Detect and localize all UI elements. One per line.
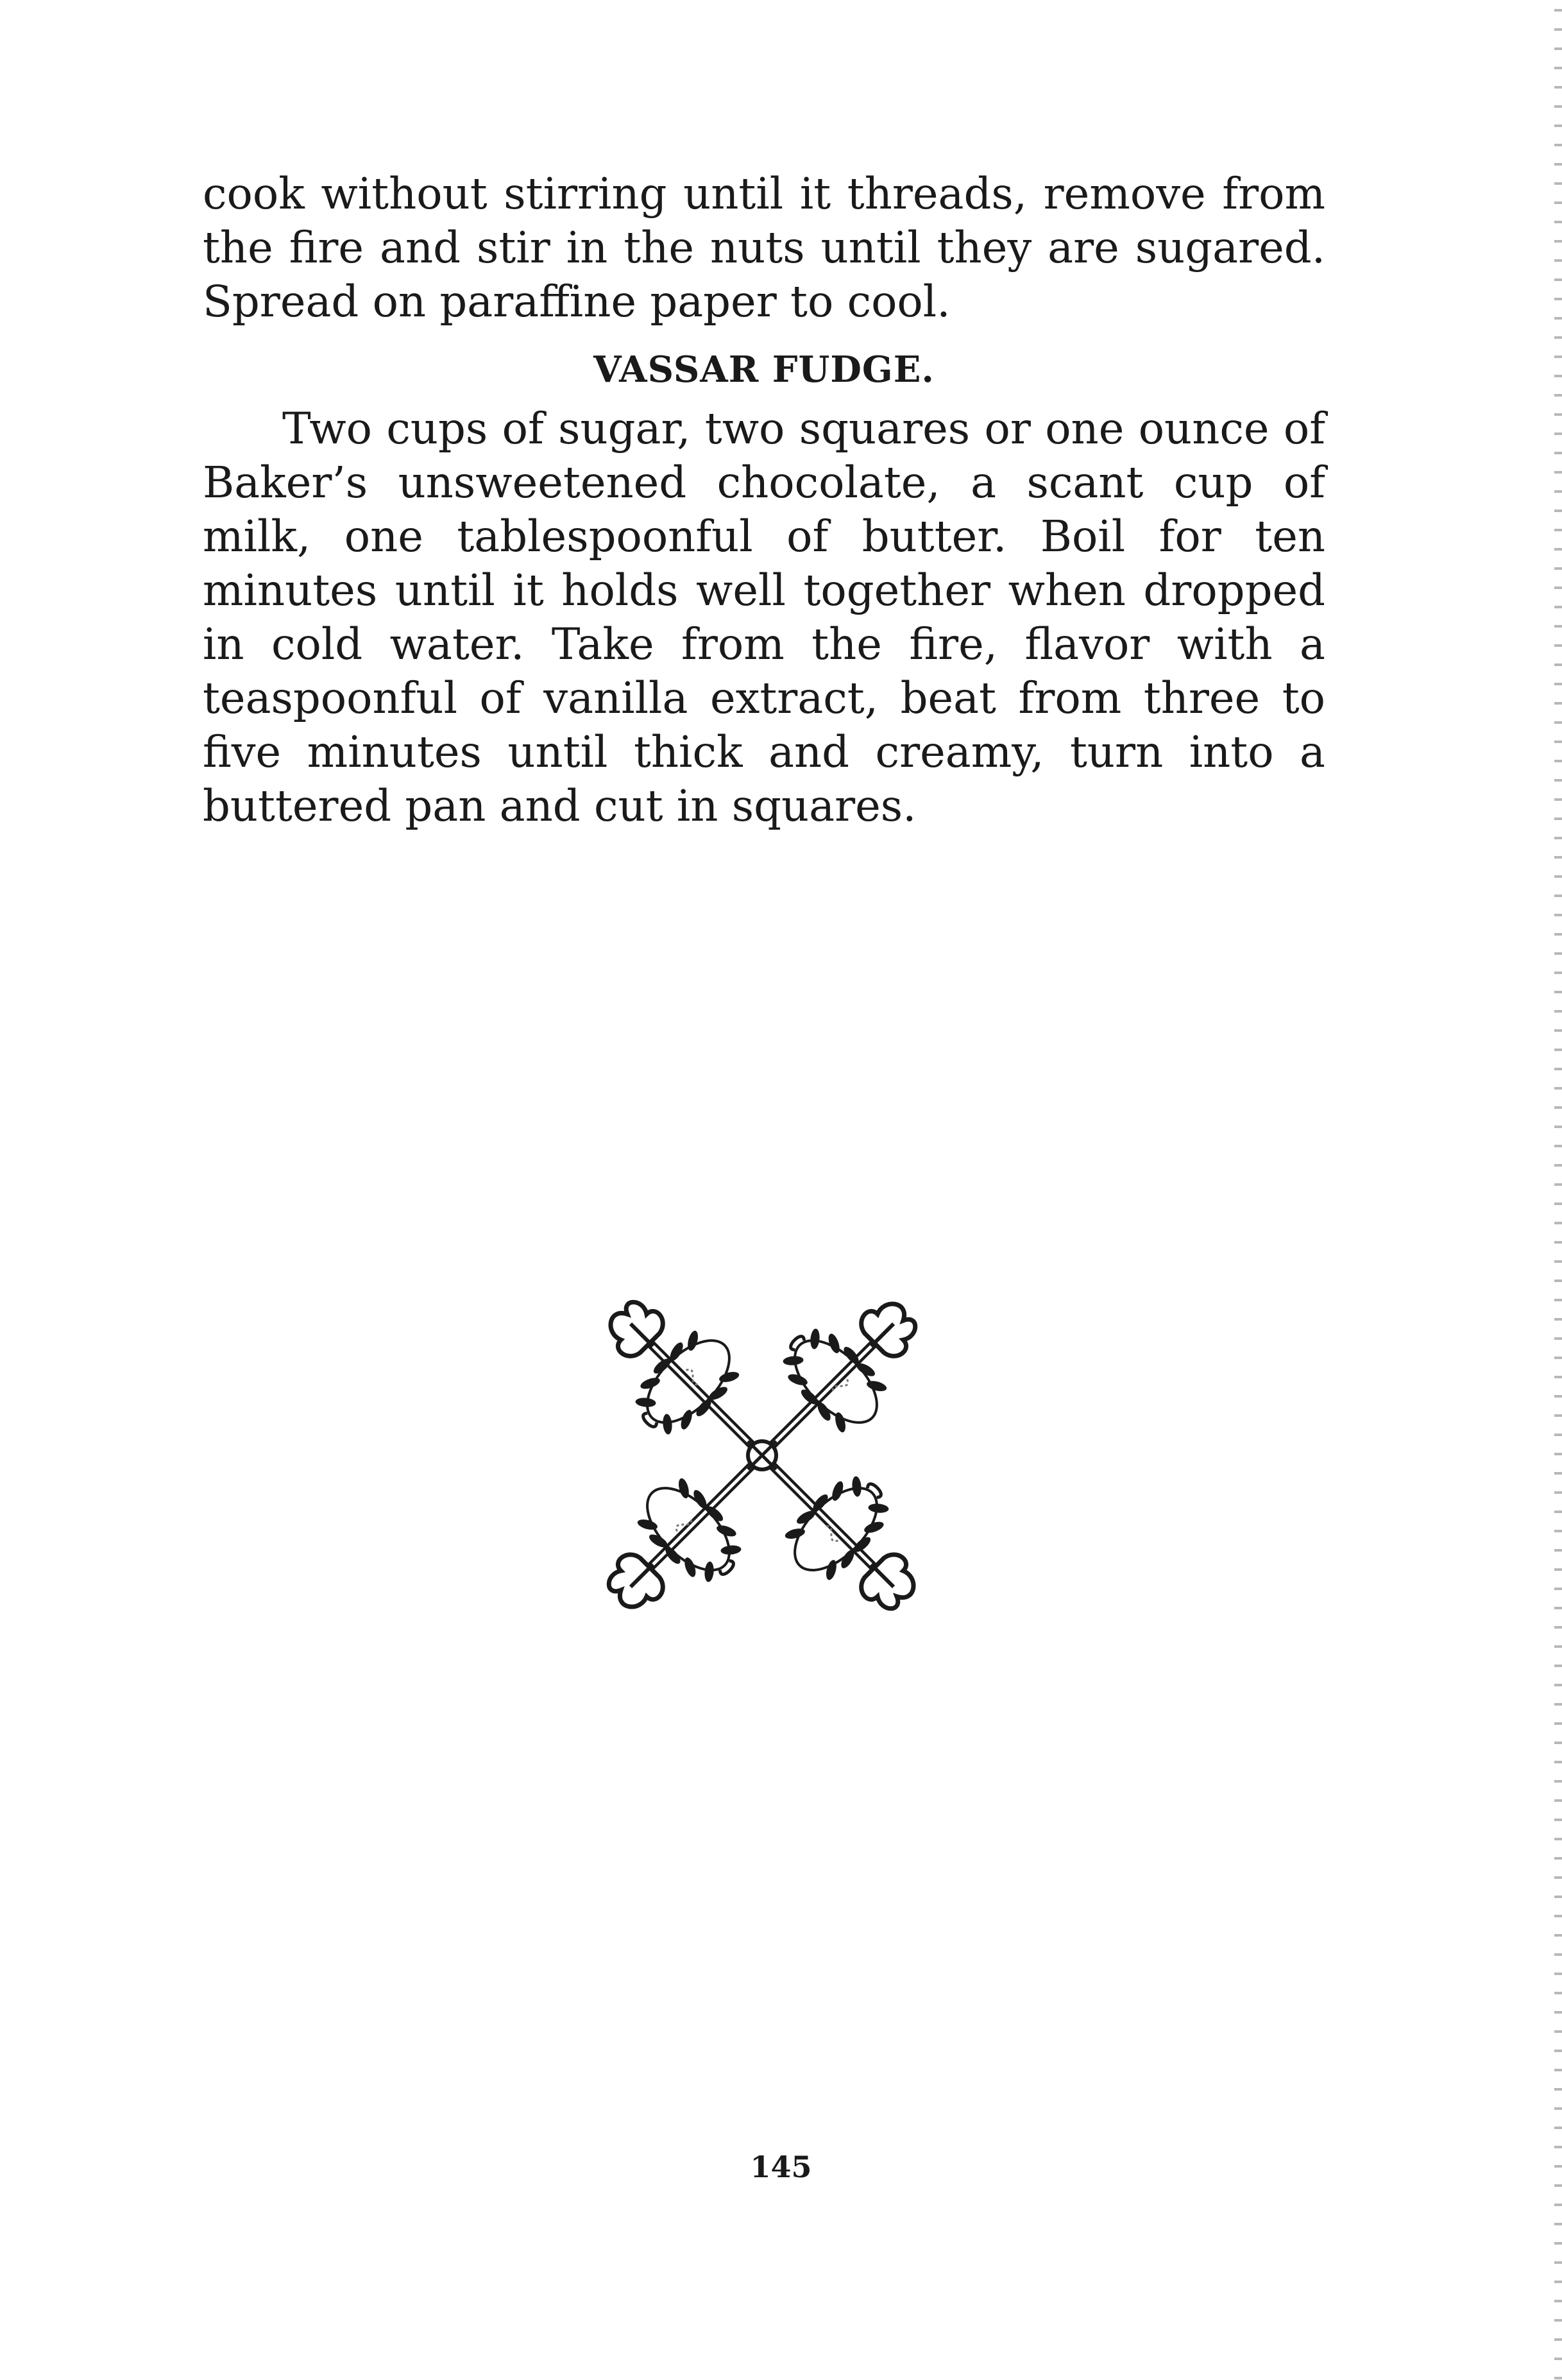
floral-ornament-icon (602, 1295, 922, 1616)
text-block (203, 167, 1325, 833)
page-number: 145 (750, 2150, 812, 2184)
page-edge-shadow (1554, 0, 1562, 2380)
paragraph-continuation: cook without stirring until it threads, remove from the fire and stir in the nuts until they are sugared. Spread on paraffine paper to cool. (203, 169, 1325, 327)
recipe-title: VASSAR FUDGE. (593, 348, 935, 391)
recipe-body: Two cups of sugar, two squares or one ounce of Baker’s unsweetened chocolate, a scant cup of milk, one tablespoonful of butter. Boil for ten minutes until it holds well together when dropped in cold water. Take from the fire, flavor with a teaspoonful of vanilla extract, beat from three to five minutes until thick and creamy, turn into a buttered pan and cut in squares. (203, 404, 1325, 831)
